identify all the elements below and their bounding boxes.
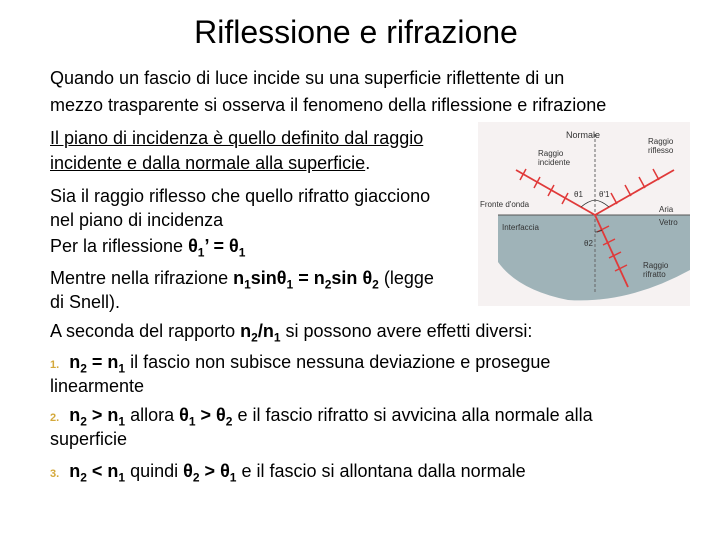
both-line-2: nel piano di incidenza [50, 210, 224, 230]
reflection-prefix: Per la riflessione [50, 236, 189, 256]
refraction-diagram [478, 122, 690, 306]
ratio-formula: $n_2/n_1$ [240, 321, 281, 345]
reflection-law [50, 236, 245, 260]
snell-suffix: (legge [378, 268, 434, 288]
case-1-cont: linearmente [50, 376, 145, 396]
case-2-cont: superficie [50, 429, 128, 449]
label-interfaccia: Interfaccia [502, 223, 539, 232]
label-normale: Normale [566, 130, 601, 140]
label-incident-1: Raggio [538, 149, 564, 158]
label-fronte: Fronte d'onda [480, 200, 530, 209]
case-1-number: 1. [50, 359, 60, 371]
case-1: 1. $n_2 = n_1$ il fascio non subisce nessuna deviazione e prosegue [50, 352, 551, 376]
snell-law [50, 268, 434, 292]
plane-text-2: incidente e dalla normale alla superficie [50, 153, 366, 173]
snell-line-2: di Snell). [50, 292, 121, 312]
case-3-formula: $n_2 < n_1$ [69, 461, 126, 485]
case-1-formula: $n_2 = n_1$ [69, 352, 126, 376]
ratio-line: A seconda del rapporto $n_2/n_1$ si possono avere effetti diversi: [50, 321, 533, 345]
case-3-number: 3. [50, 468, 60, 480]
reflection-formula: $\theta_1$’ = $\theta_1$ [188, 236, 246, 260]
both-line-1: Sia il raggio riflesso che quello rifratto giacciono [50, 186, 431, 206]
label-reflected-1: Raggio [648, 137, 674, 146]
case-2: 2. $n_2 > n_1$ allora $\theta_1 > \theta_2$ e il fascio rifratto si avvicina alla normale alla [50, 405, 593, 429]
label-incident-2: incidente [538, 158, 571, 167]
plane-text-1: Il piano di incidenza è quello definito dal raggio [50, 128, 424, 148]
case-3-angles: $\theta_2 > \theta_1$ [183, 461, 237, 485]
label-refracted-2: rifratto [643, 270, 666, 279]
intro-line-1: Quando un fascio di luce incide su una superficie riflettente di un [50, 68, 565, 88]
snell-prefix: Mentre nella rifrazione [50, 268, 234, 288]
plane-line-2 [50, 153, 370, 174]
label-theta1: θ1 [574, 190, 583, 199]
intro-line-2: mezzo trasparente si osserva il fenomeno della riflessione e rifrazione [50, 95, 607, 115]
label-reflected-2: riflesso [648, 146, 674, 155]
plane-line-1 [50, 128, 423, 149]
label-theta1-prime: θ'1 [599, 190, 610, 199]
case-2-angles: $\theta_1 > \theta_2$ [179, 405, 233, 429]
label-theta2: θ2 [584, 239, 593, 248]
case-3: 3. $n_2 < n_1$ quindi $\theta_2 > \theta_1$ e il fascio si allontana dalla normale [50, 461, 526, 485]
snell-formula: $n_1\sin\theta_1 = n_2\sin$ $\theta_2$ [233, 268, 379, 292]
plane-dot: . [365, 153, 371, 173]
label-aria: Aria [659, 205, 674, 214]
case-2-number: 2. [50, 412, 60, 424]
case-2-formula: $n_2 > n_1$ [69, 405, 126, 429]
label-refracted-1: Raggio [643, 261, 669, 270]
label-vetro: Vetro [659, 218, 678, 227]
slide-title: Riflessione e rifrazione [194, 14, 518, 50]
